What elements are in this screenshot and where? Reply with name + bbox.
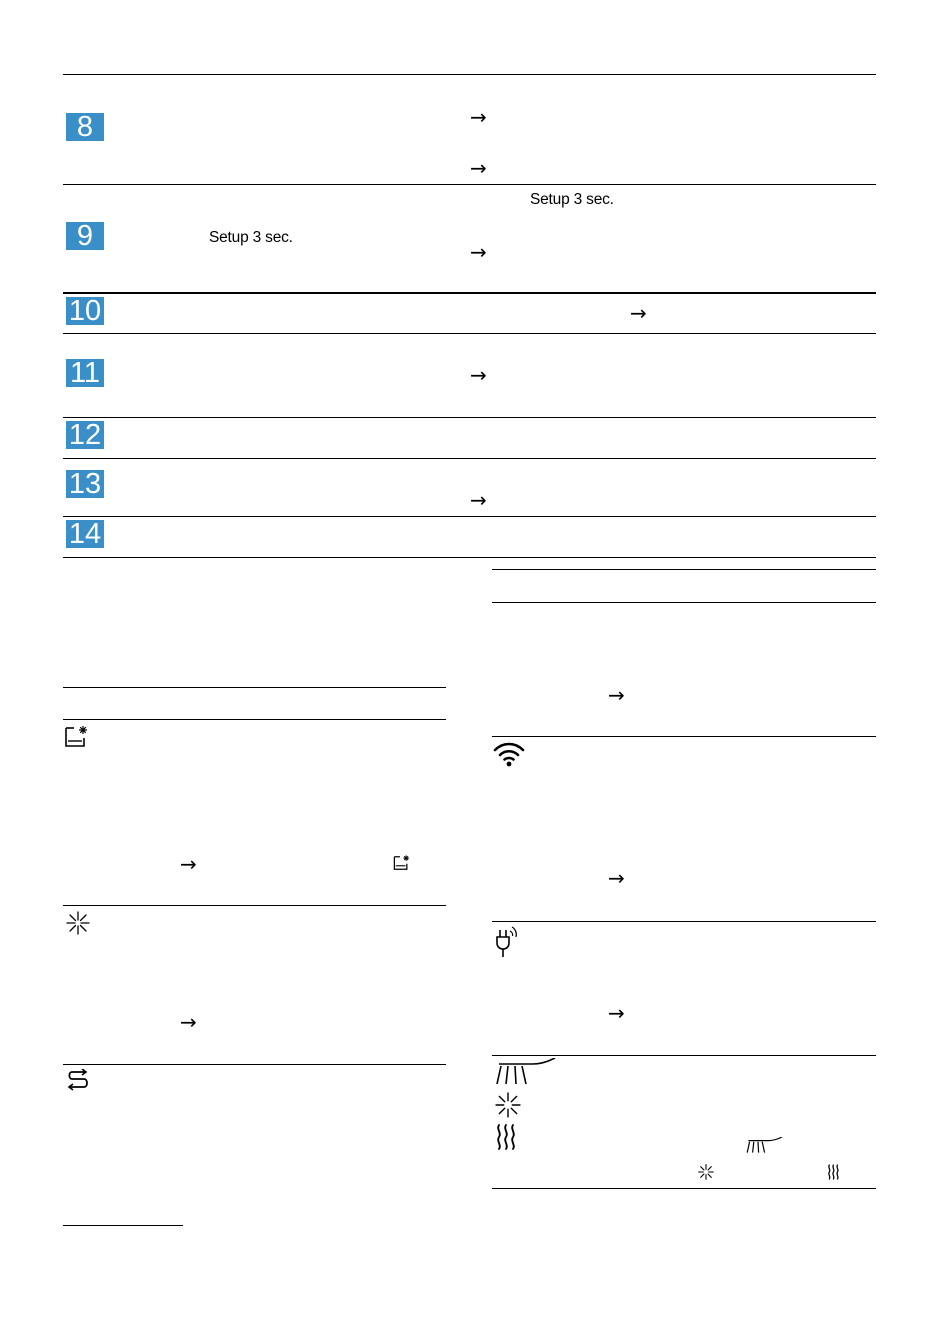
right-table-header-rule [492, 602, 876, 603]
arrow-8a: → [470, 105, 487, 129]
step-badge-11: 11 [66, 359, 104, 387]
rule-12-13 [63, 458, 876, 459]
rule-8-9 [63, 184, 876, 185]
arrow-right-1: → [608, 683, 625, 707]
rinse-aid-sparkle-icon-right [495, 1092, 521, 1118]
drying-heat-icon [495, 1123, 519, 1151]
rule-11-12 [63, 417, 876, 418]
arrow-8b: → [470, 156, 487, 180]
left-table-rule-3 [63, 1064, 446, 1065]
left-table-top-rule [63, 687, 446, 688]
arrow-machine-care: → [180, 852, 197, 876]
rinse-aid-sparkle-icon-inline [698, 1164, 714, 1180]
step-badge-8: 8 [66, 113, 104, 141]
setup-label-left: Setup 3 sec. [209, 229, 293, 246]
plug-remote-start-icon [493, 925, 519, 959]
right-table-rule-3 [492, 921, 876, 922]
arrow-plug: → [608, 1001, 625, 1025]
spray-arm-icon-inline [744, 1137, 784, 1155]
drying-heat-icon-inline [827, 1163, 841, 1181]
machine-care-icon [64, 724, 90, 750]
left-table-rule-2 [63, 905, 446, 906]
right-table-rule-4 [492, 1055, 876, 1056]
wifi-icon [493, 740, 525, 768]
step-badge-9: 9 [66, 222, 104, 250]
rule-13-14 [63, 516, 876, 517]
rule-10-11 [63, 333, 876, 334]
arrow-wifi: → [608, 866, 625, 890]
arrow-13: → [470, 488, 487, 512]
arrow-10: → [630, 301, 647, 325]
arrow-9: → [470, 240, 487, 264]
step-badge-12: 12 [66, 421, 104, 449]
arrow-rinse-aid: → [180, 1010, 197, 1034]
step-badge-14: 14 [66, 520, 104, 548]
right-table-top-rule [492, 569, 876, 570]
top-rule [63, 74, 876, 75]
left-table-header-rule [63, 719, 446, 720]
salt-regeneration-icon [65, 1069, 91, 1095]
rule-bottom [63, 557, 876, 558]
arrow-11: → [470, 363, 487, 387]
right-table-bottom-rule [492, 1188, 876, 1189]
right-table-rule-2 [492, 736, 876, 737]
step-badge-10: 10 [66, 297, 104, 325]
spray-arm-icon [493, 1058, 557, 1088]
setup-label-right: Setup 3 sec. [530, 191, 614, 208]
rinse-aid-sparkle-icon [66, 911, 90, 935]
machine-care-icon-inline [393, 854, 411, 872]
rule-9-10 [63, 292, 876, 294]
footnote-rule [63, 1225, 183, 1226]
step-badge-13: 13 [66, 470, 104, 498]
